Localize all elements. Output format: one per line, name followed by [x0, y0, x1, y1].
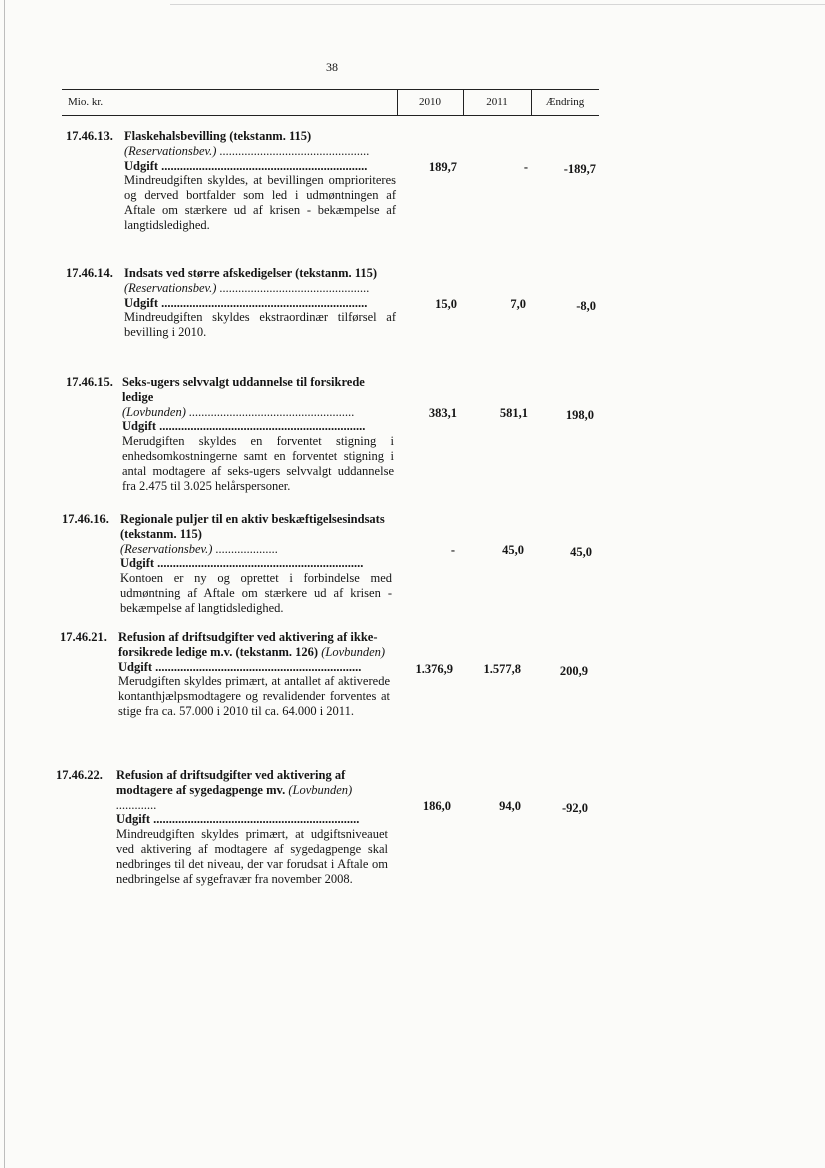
entry-explanation: Kontoen er ny og oprettet i forbindelse med udmøntning af Aftale om stærkere ud af krisen - bekæmpelse af langtidsledighed. — [120, 571, 392, 615]
udgift-label: Udgift .................................................................. — [120, 556, 364, 571]
entry-category: (Lovbunden) ............. — [116, 782, 353, 812]
entry-title: Regionale puljer til en aktiv beskæftigelsesindsats (tekstanm. 115) — [120, 512, 385, 541]
value-change: -8,0 — [576, 299, 596, 313]
udgift-label: Udgift .................................................................. — [116, 812, 360, 827]
account-number: 17.46.21. — [60, 630, 107, 644]
value-2010: 186,0 — [422, 799, 451, 813]
value-2010: 383,1 — [428, 406, 457, 420]
entry-body — [116, 768, 388, 886]
value-2011: 581,1 — [499, 406, 528, 420]
entry-explanation: Merudgiften skyldes en forventet stigning i enhedsomkostningerne samt en forventet stigning i antal modtagere af seks-ugers selvvalgt uddannelse fra 2.475 til 3.025 helårspersoner. — [122, 434, 394, 493]
udgift-label: Udgift .................................................................. — [118, 659, 362, 674]
entry-explanation: Mindreudgiften skyldes ekstraordinær tilførsel af bevilling i 2010. — [124, 310, 396, 340]
account-number: 17.46.14. — [66, 266, 113, 280]
entry-title-text: Refusion af driftsudgifter ved aktivering af modtagere af sygedagpenge mv. — [116, 768, 346, 797]
entry-title — [116, 768, 388, 812]
value-2010: - — [450, 543, 455, 557]
column-header-change: Ændring — [545, 96, 585, 108]
column-header-2011: 2011 — [486, 96, 508, 108]
value-2011: - — [523, 160, 528, 174]
udgift-label: Udgift .................................................................. — [124, 295, 368, 310]
value-2011: 94,0 — [499, 799, 521, 813]
value-change: 198,0 — [565, 408, 594, 422]
entry-category: (Lovbunden) ..................................................... — [122, 404, 355, 419]
entry-body — [124, 266, 396, 340]
account-number: 17.46.15. — [66, 375, 113, 389]
value-2010: 1.376,9 — [415, 662, 453, 676]
unit-label: Mio. kr. — [68, 96, 104, 108]
entry-category: (Reservationsbev.) .................... — [120, 541, 279, 556]
entry-title: Indsats ved større afskedigelser (tekstanm. 115) — [124, 266, 378, 280]
entry-title: Flaskehalsbevilling (tekstanm. 115) — [124, 129, 312, 143]
udgift-label: Udgift .................................................................. — [122, 419, 366, 434]
column-header-2010: 2010 — [419, 96, 441, 108]
scan-edge-top — [170, 4, 825, 5]
account-number: 17.46.22. — [56, 768, 103, 782]
value-change: 45,0 — [570, 545, 592, 559]
entry-body — [124, 129, 396, 233]
value-change: -189,7 — [563, 162, 596, 176]
header-bottom-rule — [62, 115, 599, 116]
entry-body — [118, 630, 390, 719]
entry-title-text: Refusion af driftsudgifter ved aktivering af ikke-forsikrede ledige m.v. (tekstanm. 126) — [118, 630, 378, 659]
value-change: 200,9 — [559, 664, 588, 678]
entry-title: Seks-ugers selvvalgt uddannelse til forsikrede ledige — [122, 375, 365, 404]
entry-body — [122, 375, 394, 493]
value-2010: 15,0 — [435, 297, 457, 311]
entry-explanation: Mindreudgiften skyldes primært, at udgiftsniveauet ved aktivering af modtagere af sygedagpenge skal nedbringes til det niveau, der var forudsat i Aftale om nedbringelse af sygefravær fra november 2008. — [116, 827, 388, 886]
entry-explanation: Mindreudgiften skyldes, at bevillingen omprioriteres og derved bortfalder som led i udmøntningen af Aftale om stærkere ud af krisen - bekæmpelse af langtidsledighed. — [124, 173, 396, 232]
account-number: 17.46.16. — [62, 512, 109, 526]
value-change: -92,0 — [561, 801, 588, 815]
value-2010: 189,7 — [428, 160, 457, 174]
entry-title — [118, 630, 390, 660]
udgift-label: Udgift .................................................................. — [124, 158, 368, 173]
entry-explanation: Merudgiften skyldes primært, at antallet af aktiverede kontanthjælpsmodtagere og revalidender forventes at stige fra ca. 57.000 i 2010 til ca. 64.000 i 2011. — [118, 674, 390, 718]
value-2011: 1.577,8 — [483, 662, 521, 676]
page-number: 38 — [326, 60, 338, 74]
account-number: 17.46.13. — [66, 129, 113, 143]
entry-category: (Reservationsbev.) ................................................ — [124, 143, 370, 158]
entry-category: (Reservationsbev.) ................................................ — [124, 280, 370, 295]
entry-category: (Lovbunden) — [321, 644, 386, 659]
entry-body — [120, 512, 392, 616]
value-2011: 7,0 — [510, 297, 526, 311]
value-2011: 45,0 — [502, 543, 524, 557]
scan-edge-left — [4, 0, 5, 1168]
